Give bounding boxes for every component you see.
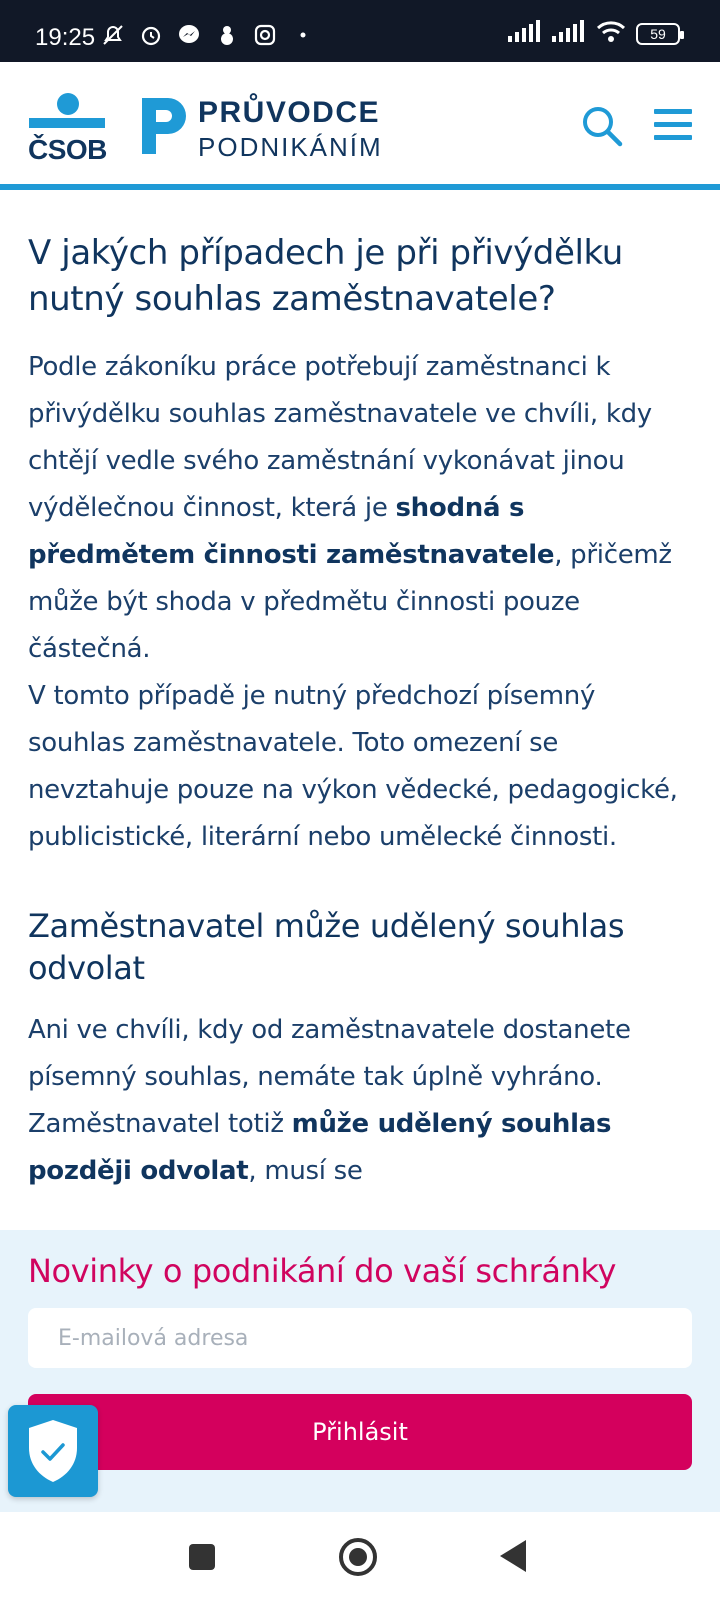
signal-icon bbox=[508, 20, 542, 48]
paragraph-text: , musí se bbox=[248, 1156, 363, 1186]
pruvodce-logo-icon[interactable] bbox=[140, 96, 190, 156]
battery-icon: 59 bbox=[636, 23, 680, 45]
article-subheading: Zaměstnavatel může udělený souhlas odvolat bbox=[28, 907, 625, 987]
home-button[interactable] bbox=[339, 1538, 377, 1576]
alarm-icon bbox=[138, 22, 164, 48]
status-bar bbox=[0, 0, 720, 62]
search-icon[interactable] bbox=[580, 104, 624, 148]
paragraph-text: , přičemž může být shoda v předmětu činnosti pouze částečná. bbox=[28, 540, 672, 664]
article-paragraph bbox=[28, 1007, 692, 1195]
recents-button[interactable] bbox=[189, 1544, 215, 1570]
notification-icons bbox=[100, 22, 316, 48]
messenger-icon bbox=[176, 22, 202, 48]
brand-title: PRŮVODCE bbox=[198, 96, 381, 129]
back-button[interactable] bbox=[500, 1540, 526, 1572]
brand-subtitle: PODNIKÁNÍM bbox=[198, 132, 383, 162]
shield-check-icon bbox=[25, 1418, 81, 1484]
article-paragraph: V tomto případě je nutný předchozí písemný souhlas zaměstnavatele. Toto omezení se nevztahuje pouze na výkon vědecké, pedagogické, publicistické, literární nebo umělecké činnosti. bbox=[28, 681, 678, 852]
status-time: 19:25 bbox=[35, 24, 96, 51]
article-content bbox=[28, 230, 692, 1195]
paragraph-text: Ani ve chvíli, kdy od zaměstnavatele dostanete písemný souhlas, nemáte tak úplně vyhráno. Zaměstnavatel totiž bbox=[28, 1015, 631, 1139]
site-header bbox=[0, 62, 720, 190]
csob-logo-text: ČSOB bbox=[28, 134, 107, 165]
wifi-icon bbox=[596, 20, 626, 48]
privacy-shield-button[interactable] bbox=[8, 1405, 98, 1497]
subscribe-button[interactable]: Přihlásit bbox=[28, 1394, 692, 1470]
instagram-icon bbox=[252, 22, 278, 48]
email-input[interactable] bbox=[28, 1308, 692, 1368]
system-icons bbox=[508, 20, 680, 48]
system-nav-bar bbox=[0, 1512, 720, 1600]
article-heading: V jakých případech je při přivýdělku nutný souhlas zaměstnavatele? bbox=[28, 233, 623, 319]
newsletter-title: Novinky o podnikání do vaší schránky bbox=[28, 1252, 617, 1290]
newsletter-panel bbox=[0, 1230, 720, 1512]
signal-icon bbox=[552, 20, 586, 48]
article-paragraph bbox=[28, 344, 692, 673]
mute-icon bbox=[100, 22, 126, 48]
paragraph-text: Podle zákoníku práce potřebují zaměstnanci k přivýdělku souhlas zaměstnavatele ve chvíli, kdy chtějí vedle svého zaměstnání vykonávat jinou výdělečnou činnost, která je bbox=[28, 352, 652, 523]
paragraph-bold-text: shodná s předmětem činnosti zaměstnavatele bbox=[28, 493, 555, 570]
hamburger-menu-icon[interactable] bbox=[652, 106, 694, 144]
snowman-icon bbox=[214, 22, 240, 48]
paragraph-bold-text: může udělený souhlas později odvolat bbox=[28, 1109, 612, 1186]
dot-icon bbox=[290, 22, 316, 48]
